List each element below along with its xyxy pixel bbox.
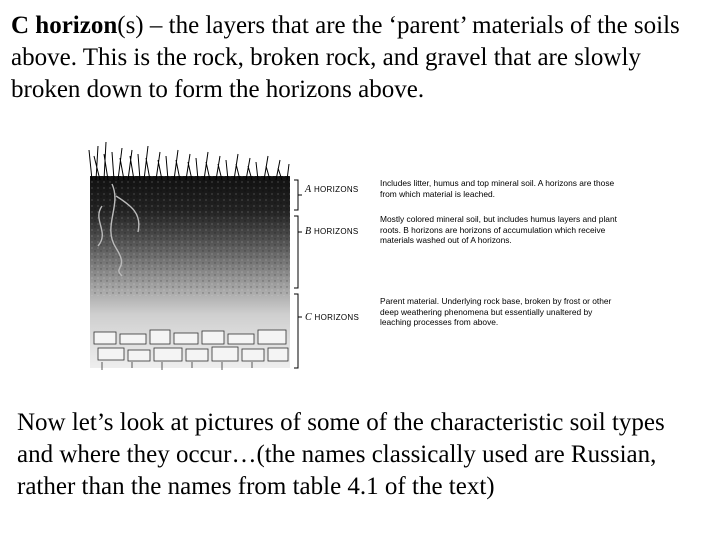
soil-profile-illustration	[82, 136, 622, 376]
b-horizon-description: Mostly colored mineral soil, but includes humus layers and plant roots. B horizons are horizons of accumulation which receive materials washed out of A horizons.	[380, 214, 617, 245]
outro-paragraph: Now let’s look at pictures of some of the characteristic soil types and where they occur…(the names classically used are Russian, rather than the names from table 4.1 of the text)	[17, 409, 665, 500]
c-horizon-term: C horizon	[11, 12, 118, 39]
a-horizon-label: A HORIZONS	[305, 184, 359, 195]
intro-paragraph	[11, 10, 711, 106]
a-horizon-description: Includes litter, humus and top mineral soil. A horizons are those from which material is leached.	[380, 178, 615, 199]
intro-text: (s) – the layers that are the ‘parent’ materials of the soils above. This is the rock, broken rock, and gravel that are slowly broken down to form the horizons above.	[11, 12, 680, 103]
c-horizon-description: Parent material. Underlying rock base, broken by frost or other deep weathering phenomena but essentially unaltered by leaching processes from above.	[380, 296, 612, 327]
b-horizon-label: B HORIZONS	[305, 226, 359, 237]
soil-profile-figure	[82, 136, 622, 376]
c-horizon-label: C HORIZONS	[305, 312, 360, 323]
